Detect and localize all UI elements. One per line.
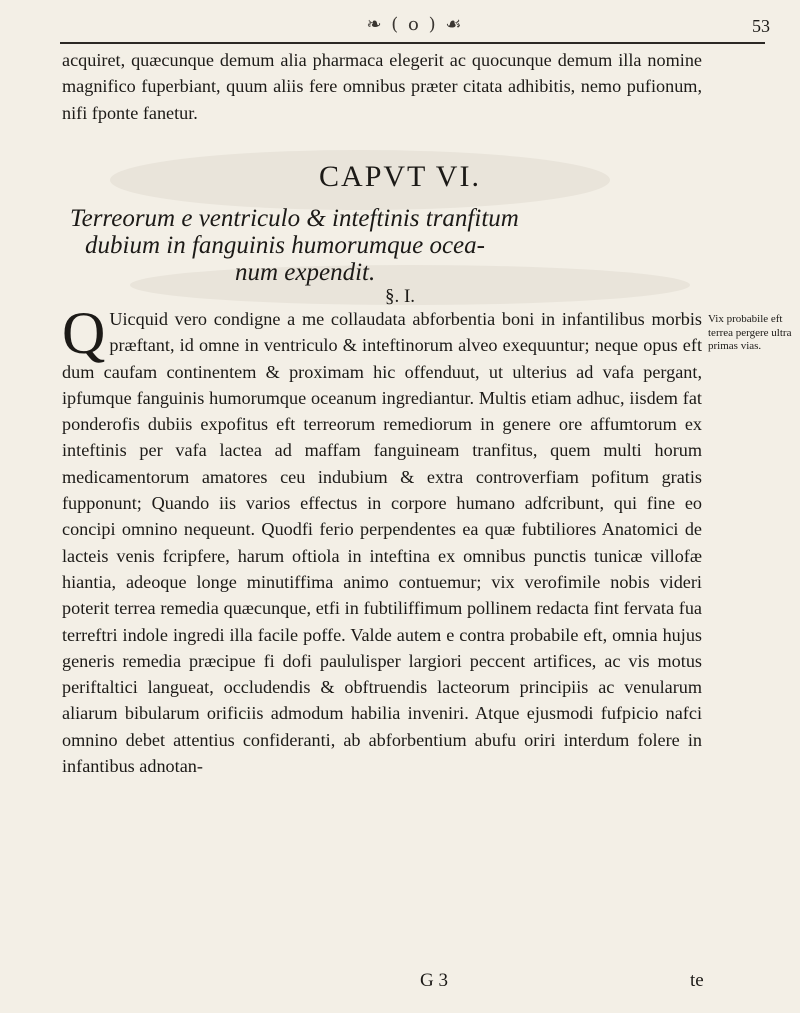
chapter-title-line-2: dubium in fanguinis humorumque ocea- [85,232,485,259]
chapter-title-line-3: num expendit. [235,259,376,286]
main-paragraph-text: Uicquid vero condigne a me collaudata abforbentia boni in infantilibus morbis præftant, id omne in ventriculo & inteftinorum alveo exequuntur; neque opus eft dum caufam continentem & proximam hic offenduut, ut ulterius ad vafa pergant, ipfumque fanguinis humorumque oceanum ingrediantur. Multis etiam adhuc, iisdem fat ponderofis dubiis expofitus eft terreorum remediorum in genere ore affumtorum ex inteftinis per vafa lactea ad maffam fanguineam tranfitus, quem multi horum medicamentorum amatores ceu indubium & extra controverfiam pofitum gratis fupponunt; Quando iis varios effectus in corpore humano adfcribunt, qui fine eo concipi omnino nequeunt. Quodfi ferio perpendentes ea quæ fubtiliores Anatomici de lacteis venis fcripfere, harum oftiola in inteftina ex omnibus punctis tunicæ villofæ hiantia, adeoque longe minutiffima animo contuemur; vix verofimile nobis videri poterit terrea remedia quæcunque, etfi in fubtiliffimum pollinem redacta fint fervata fua terreftri indole ingredi illa facile poffe. Valde autem e contra probabile eft, omnia hujus generis remedia præcipue fi dofi paululisper largiori peccent artifices, ac vis motus periftaltici langueat, occludendis & obftruendis lacteorum principiis ac venularum aliarum bibularum orificiis admodum habilia inveniri. Atque ejusmodi fufpicio nafci omnino debet attentius confideranti, ab abforbentium abufu oriri interdum folere in infantibus adnotan- [62,309,702,777]
section-number: §. I. [384,286,416,307]
page-footer [0,970,800,996]
chapter-heading: CAPVT VI. [319,160,481,193]
chapter-title [70,205,760,286]
intro-paragraph: acquiret, quæcunque demum alia pharmaca elegerit ac quocunque demum illa nomine magnifico fuperbiant, quum aliis fere omnibus præter citata adhibitis, nemo pufionum, nifi fponte fanetur. [62,50,702,123]
page-number: 53 [752,16,770,36]
header-rule [60,42,765,44]
header-ornament: ❧ ( o ) ☙ [366,14,464,35]
main-paragraph [62,300,702,779]
chapter-title-line-1: Terreorum e ventriculo & inteftinis tranfitum [70,205,519,232]
drop-cap: Q [62,300,106,366]
margin-note: Vix probabile eft terrea pergere ultra primas vias. [708,313,792,352]
signature-mark: G 3 [420,970,448,991]
running-header [0,12,800,42]
catchword: te [690,970,704,991]
